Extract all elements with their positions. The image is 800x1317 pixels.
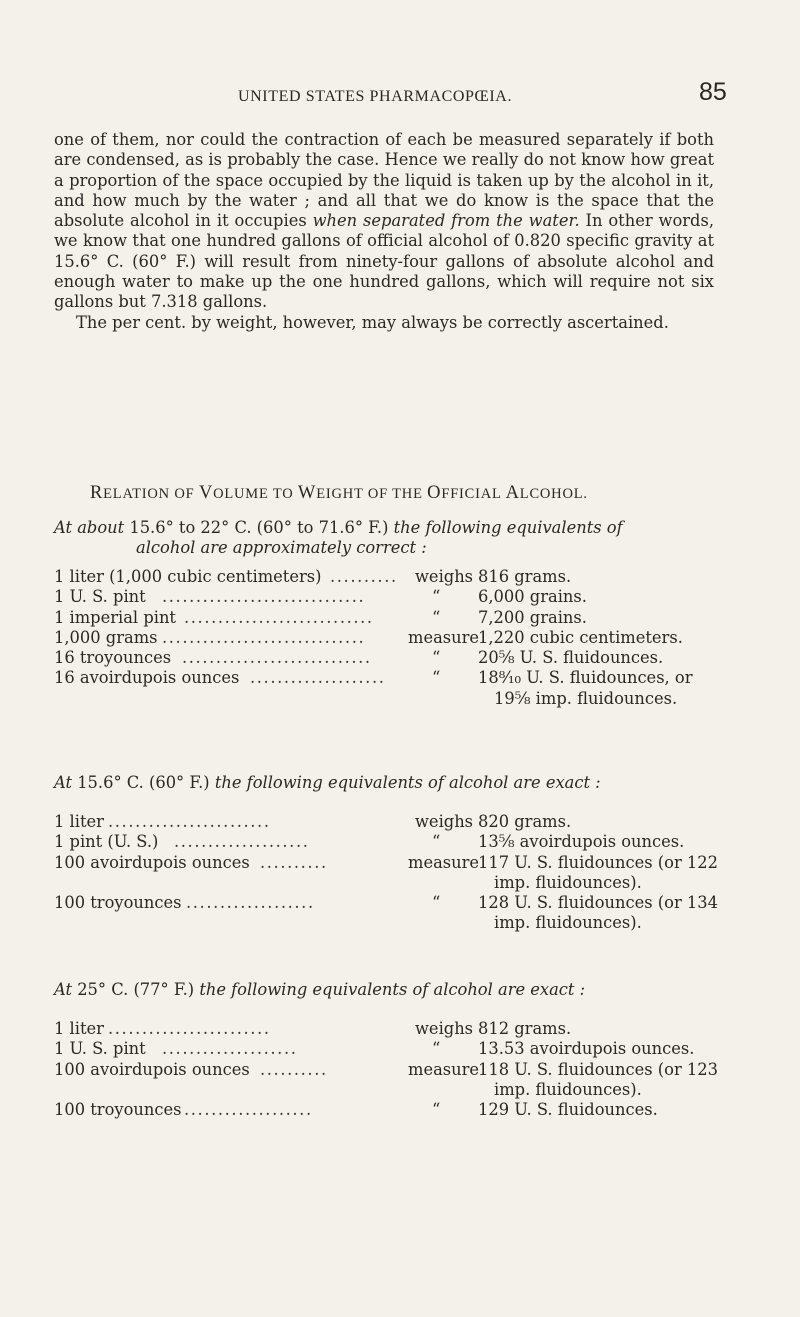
row-label: 1 liter xyxy=(54,1019,104,1038)
dot-leader: .................... xyxy=(250,668,386,688)
table-row-continuation xyxy=(54,873,774,893)
dot-leader: ............................ xyxy=(182,648,372,668)
dot-leader: .......... xyxy=(260,852,328,872)
block3-table xyxy=(54,1019,774,1120)
table-row xyxy=(54,668,774,688)
table-row xyxy=(54,853,774,873)
row-value: 7,200 grains. xyxy=(478,607,587,627)
row-value-cont: imp. fluidounces). xyxy=(494,1079,642,1099)
row-value: 118 U. S. fluidounces (or 123 xyxy=(478,1059,718,1079)
row-verb: weighs xyxy=(415,567,474,586)
row-label: 1 liter xyxy=(54,812,104,831)
dot-leader: .......... xyxy=(330,567,398,586)
row-label: 16 avoirdupois ounces xyxy=(54,668,240,688)
dot-leader: .................... xyxy=(174,832,310,852)
dot-leader: .............................. xyxy=(162,587,366,607)
block2-intro xyxy=(54,773,714,793)
row-label: 16 troyounces xyxy=(54,648,172,668)
block3-intro-b: 25° C. (77° F.) xyxy=(72,980,200,999)
row-verb: weighs xyxy=(415,812,474,831)
table-row xyxy=(54,1019,774,1039)
table-row-continuation xyxy=(54,913,774,933)
block2-intro-a: At xyxy=(54,773,73,792)
row-verb: “ xyxy=(432,587,441,607)
row-label: 1 liter (1,000 cubic centimeters) xyxy=(54,567,322,586)
row-verb: “ xyxy=(432,607,441,627)
row-value: 820 grams. xyxy=(478,812,572,831)
row-value: 13.53 avoirdupois ounces. xyxy=(478,1039,695,1059)
heading-cap-a: A xyxy=(505,483,520,503)
row-value: 117 U. S. fluidounces (or 122 xyxy=(478,852,718,872)
heading-cap-w: W xyxy=(297,483,317,503)
row-label: 1 U. S. pint xyxy=(54,1039,146,1059)
row-verb: “ xyxy=(432,1039,441,1059)
row-label: 1,000 grams xyxy=(54,627,158,647)
row-value: 816 grams. xyxy=(478,567,572,586)
row-value: 812 grams. xyxy=(478,1019,572,1038)
dot-leader: .............................. xyxy=(162,627,366,647)
dot-leader: ................... xyxy=(186,893,315,913)
block2-intro-b: 15.6° C. (60° F.) xyxy=(72,773,215,792)
table-row xyxy=(54,832,774,852)
row-label: 1 U. S. pint xyxy=(54,587,146,607)
block2-intro-c: the following equivalents of alcohol are exact : xyxy=(214,773,601,792)
table-row-continuation xyxy=(54,689,774,709)
row-verb: measure xyxy=(408,852,480,872)
block3-intro-a: At xyxy=(54,980,73,999)
heading-cap-o: O xyxy=(427,483,442,503)
heading-part-5: LCOHOL. xyxy=(519,486,588,502)
block3-intro-c: the following equivalents of alcohol are exact : xyxy=(199,980,586,999)
table-row xyxy=(54,587,774,607)
row-verb: measure xyxy=(408,1059,480,1079)
row-verb: “ xyxy=(432,648,441,668)
heading-cap-r: R xyxy=(90,483,104,503)
table-row xyxy=(54,608,774,628)
heading-part-3: EIGHT OF THE xyxy=(316,486,428,502)
row-label: 1 pint (U. S.) xyxy=(54,832,159,852)
intro-p1-emphasis: when separated from the water. xyxy=(312,211,580,231)
row-label: 100 troyounces xyxy=(54,893,182,913)
intro-p1-text: one of them, nor could the contraction of each be measured separately if both are condensed, as is probably the case. Hence we really do not know how great a proportion of the space occupied by the liquid is taken up by the alcohol in it, and how much by the water ; and all that we do know is the space that the absolute alcohol in it occupies xyxy=(54,130,714,231)
block1-intro-line2: alcohol are approximately correct : xyxy=(136,538,427,558)
block3-intro xyxy=(54,980,714,1000)
row-value: 13⅝ avoirdupois ounces. xyxy=(478,832,685,852)
heading-part-4: FFICIAL xyxy=(441,486,506,502)
dot-leader: .................... xyxy=(162,1039,298,1059)
row-verb: measure xyxy=(408,627,480,647)
block1-intro-c: the following equivalents of xyxy=(393,518,623,537)
row-value: 1,220 cubic centimeters. xyxy=(478,627,683,647)
intro-paragraph-2: The per cent. by weight, however, may always be correctly ascertained. xyxy=(76,312,669,332)
row-verb: “ xyxy=(432,668,441,688)
table-row xyxy=(54,1039,774,1059)
heading-part-1: ELATION OF xyxy=(103,486,199,502)
dot-leader: ................... xyxy=(184,1100,313,1120)
row-verb: weighs xyxy=(415,1019,474,1038)
dot-leader: .......... xyxy=(260,1059,328,1079)
row-label: 100 avoirdupois ounces xyxy=(54,852,250,872)
section-heading xyxy=(90,483,588,504)
row-value: 20⅝ U. S. fluidounces. xyxy=(478,648,664,668)
table-row xyxy=(54,1060,774,1080)
dot-leader: ........................ xyxy=(108,812,271,831)
row-label: 100 avoirdupois ounces xyxy=(54,1059,250,1079)
intro-paragraph-1 xyxy=(54,130,714,313)
row-label: 1 imperial pint xyxy=(54,607,176,627)
running-title: UNITED STATES PHARMACOPŒIA. xyxy=(238,88,513,105)
table-row xyxy=(54,893,774,913)
heading-part-2: OLUME TO xyxy=(213,486,298,502)
table-row xyxy=(54,567,774,587)
block1-table xyxy=(54,567,774,709)
row-value-cont: imp. fluidounces). xyxy=(494,913,642,933)
intro-p1-text-cont: In other words, we know that one hundred gallons of official alcohol of 0.820 specific gravity at 15.6° C. (60° F.) will result from ninety-four gallons of absolute alcohol and enough water to make up the one hundred gallons, which will require not six gallons but 7.318 gallons. xyxy=(54,211,715,312)
table-row xyxy=(54,628,774,648)
heading-cap-v: V xyxy=(198,483,214,503)
row-value: 129 U. S. fluidounces. xyxy=(478,1100,658,1120)
block1-intro-a: At about xyxy=(54,518,125,537)
row-label: 100 troyounces xyxy=(54,1100,182,1120)
row-value-cont: 19⅝ imp. fluidounces. xyxy=(494,688,678,708)
table-row xyxy=(54,1100,774,1120)
block2-table xyxy=(54,812,774,934)
row-verb: “ xyxy=(432,832,441,852)
row-verb: “ xyxy=(432,1100,441,1120)
intro-text xyxy=(54,130,714,333)
table-row-continuation xyxy=(54,1080,774,1100)
dot-leader: ............................ xyxy=(184,607,374,627)
row-verb: “ xyxy=(432,893,441,913)
block1-intro xyxy=(54,518,714,559)
row-value: 6,000 grains. xyxy=(478,587,587,607)
page-number: 85 xyxy=(699,78,727,106)
dot-leader: ........................ xyxy=(108,1019,271,1038)
table-row xyxy=(54,648,774,668)
row-value-cont: imp. fluidounces). xyxy=(494,872,642,892)
table-row xyxy=(54,812,774,832)
row-value: 128 U. S. fluidounces (or 134 xyxy=(478,893,718,913)
row-value: 18⁸⁄₁₀ U. S. fluidounces, or xyxy=(478,668,693,688)
page-header xyxy=(0,78,800,108)
block1-intro-b: 15.6° to 22° C. (60° to 71.6° F.) xyxy=(124,518,394,537)
